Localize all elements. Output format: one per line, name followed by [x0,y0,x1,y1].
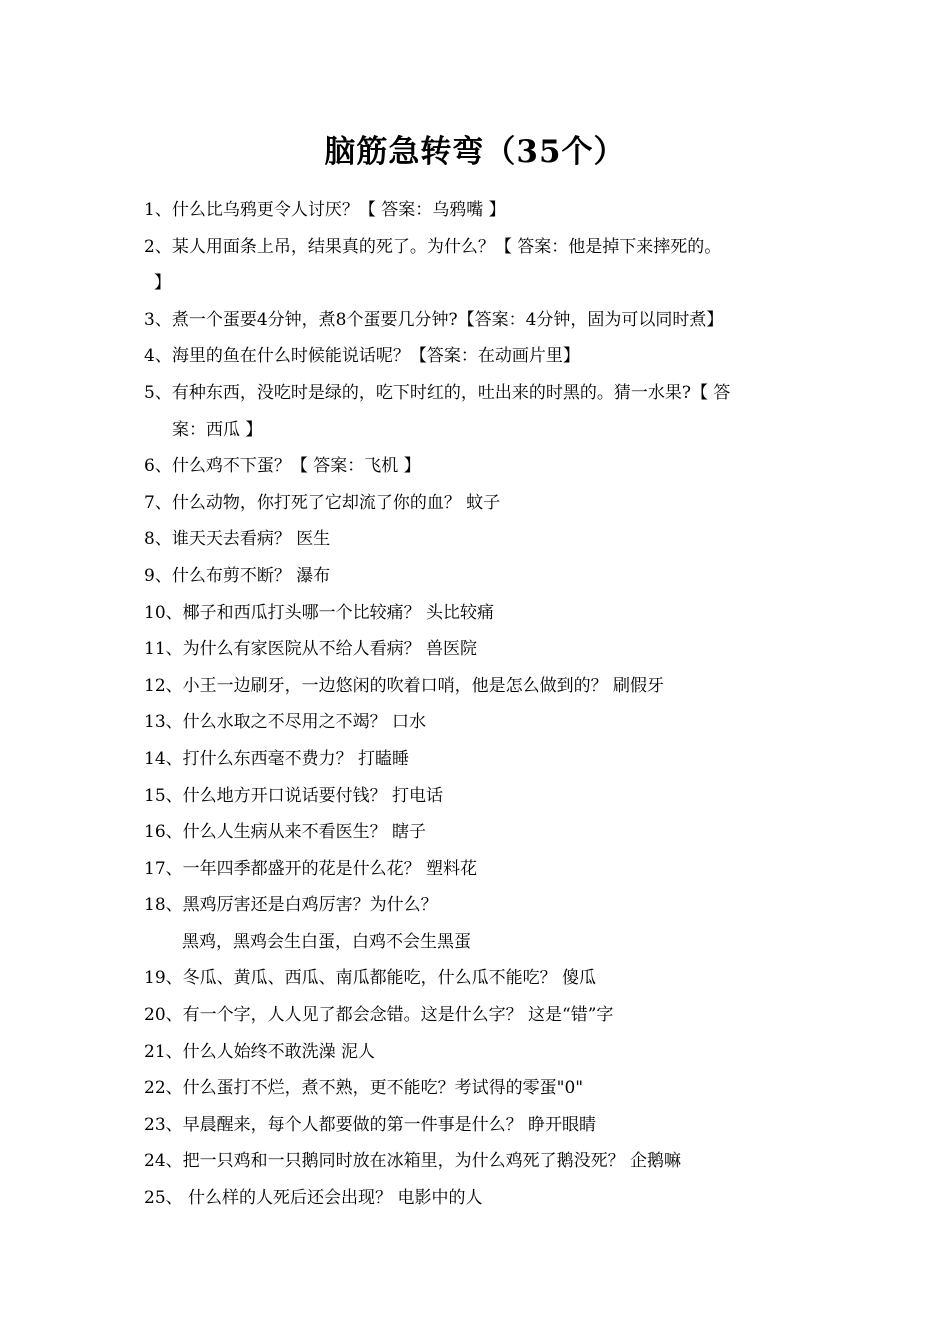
item-number: 2、 [144,236,172,257]
item-text: 什么比乌鸦更令人讨厌？【 答案：乌鸦嘴 】 [171,200,506,220]
item-number: 20、 [144,1005,183,1026]
riddle-item-24 [144,1143,814,1180]
riddle-item-16 [144,814,814,851]
item-text: 什么动物，你打死了它却流了你的血？ 蚊子 [171,492,501,513]
item-text: 把一只鸡和一只鹅同时放在冰箱里，为什么鸡死了鹅没死？ 企鹅嘛 [182,1151,682,1172]
riddle-item-5 [144,375,814,412]
riddle-item-20 [144,997,814,1034]
riddle-item-18 [144,887,814,924]
riddle-item-8 [144,521,814,558]
item-text: 为什么有家医院从不给人看病？ 兽医院 [182,639,478,660]
item-text: 某人用面条上吊，结果真的死了。为什么？【 答案：他是掉下来摔死的。 [171,236,722,257]
item-number: 4、 [144,346,172,367]
item-text: 什么水取之不尽用之不竭？ 口水 [182,712,427,733]
item-number: 1、 [144,200,172,220]
item-number: 3、 [144,309,172,330]
riddle-item-3 [144,302,814,339]
item-text: 什么鸡不下蛋？【 答案：飞机 】 [171,456,421,477]
riddle-item-4 [144,338,814,375]
item-text: 什么地方开口说话要付钱？ 打电话 [182,785,444,806]
item-number: 25、 [144,1188,183,1209]
riddle-item-6 [144,448,814,485]
item-text: 什么人生病从来不看医生？ 瞎子 [182,822,427,843]
riddle-item-5-continuation: 案：西瓜 】 [172,419,263,440]
item-text: 小王一边刷牙，一边悠闲的吹着口哨，他是怎么做到的？ 刷假牙 [182,675,665,696]
item-text: 打什么东西毫不费力？ 打瞌睡 [182,748,410,769]
item-number: 19、 [144,968,183,989]
item-number: 8、 [144,529,172,550]
item-number: 21、 [144,1041,183,1062]
item-number: 23、 [144,1114,183,1135]
item-text: 椰子和西瓜打头哪一个比较痛？ 头比较痛 [182,602,495,623]
item-text: 冬瓜、黄瓜、西瓜、南瓜都能吃，什么瓜不能吃？ 傻瓜 [182,968,597,989]
item-number: 14、 [144,748,183,769]
item-number: 22、 [144,1078,183,1099]
riddle-item-10 [144,595,814,632]
item-text: 什么布剪不断？ 瀑布 [171,565,331,586]
riddle-item-19 [144,960,814,997]
item-text: 什么蛋打不烂，煮不熟，更不能吃？考试得的零蛋"0" [182,1078,584,1099]
riddle-item-15 [144,778,814,815]
riddle-item-25 [144,1180,814,1217]
item-number: 7、 [144,492,172,513]
item-number: 10、 [144,602,183,623]
item-text: 什么样的人死后还会出现？ 电影中的人 [182,1188,483,1209]
item-number: 17、 [144,858,183,879]
document-title: 脑筋急转弯（35个） [324,134,626,170]
item-number: 11、 [144,639,183,660]
item-number: 15、 [144,785,183,806]
item-number: 6、 [144,456,172,477]
riddle-item-12 [144,668,814,705]
riddle-list [144,192,814,1217]
riddle-item-22 [144,1070,814,1107]
riddle-item-9 [144,558,814,595]
item-number: 16、 [144,822,183,843]
riddle-item-2-continuation: 】 [154,273,171,294]
item-number: 12、 [144,675,183,696]
riddle-item-23 [144,1107,814,1144]
item-number: 18、 [144,895,183,916]
item-text: 什么人始终不敢洗澡 泥人 [182,1041,376,1062]
item-text: 煮一个蛋要4分钟，煮8个蛋要几分钟?【答案：4分钟，固为可以同时煮】 [171,309,724,330]
riddle-item-13 [144,704,814,741]
item-text: 有一个字，人人见了都会念错。这是什么字？ 这是“错”字 [182,1005,614,1026]
riddle-item-21 [144,1034,814,1071]
item-text: 早晨醒来，每个人都要做的第一件事是什么？ 睁开眼睛 [182,1114,597,1135]
riddle-item-18-answer: 黑鸡，黑鸡会生白蛋，白鸡不会生黑蛋 [182,931,471,952]
item-text: 黑鸡厉害还是白鸡厉害？为什么？ [182,895,438,916]
riddle-item-11 [144,631,814,668]
item-text: 一年四季都盛开的花是什么花？ 塑料花 [182,858,478,879]
item-number: 13、 [144,712,183,733]
item-number: 5、 [144,382,172,403]
riddle-item-17 [144,851,814,888]
riddle-item-14 [144,741,814,778]
riddle-item-7 [144,485,814,522]
item-number: 24、 [144,1151,183,1172]
item-text: 有种东西，没吃时是绿的，吃下时红的，吐出来的时黑的。猜一水果?【 答 [171,382,731,403]
item-text: 海里的鱼在什么时候能说话呢？【答案：在动画片里】 [171,346,580,367]
item-text: 谁天天去看病？ 医生 [171,529,331,550]
item-number: 9、 [144,565,172,586]
riddle-item-1 [144,192,814,229]
riddle-item-2 [144,229,814,266]
